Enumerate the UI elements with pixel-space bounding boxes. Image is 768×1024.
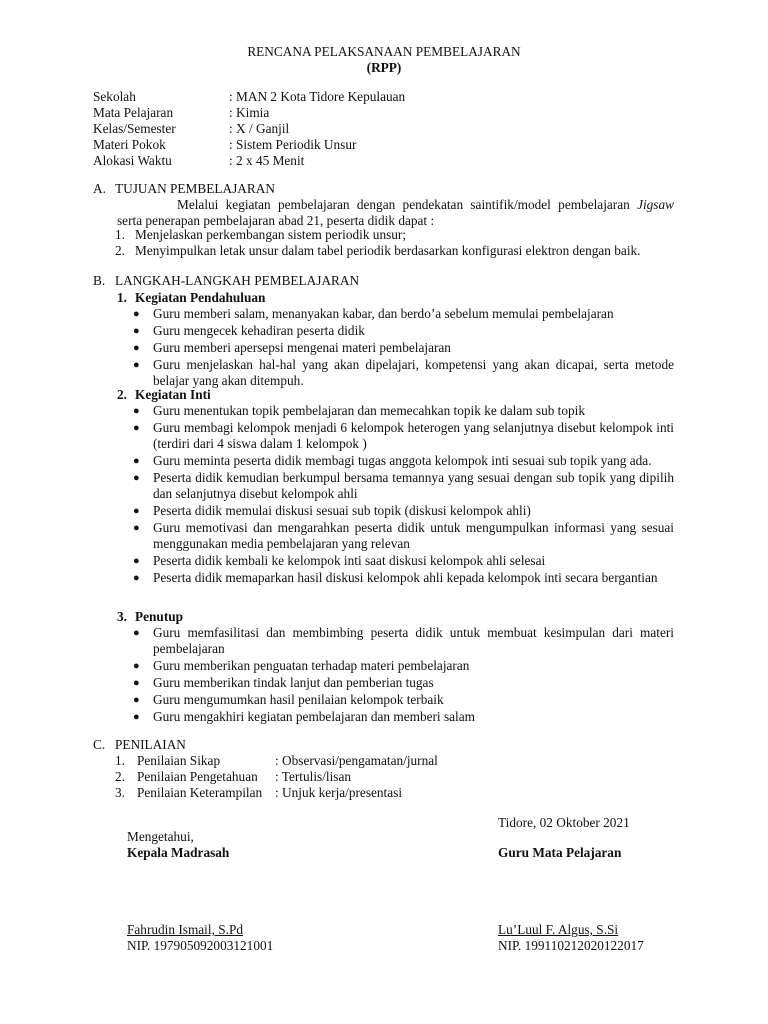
assessment-list [93,753,593,801]
item-text: Guru menentukan topik pembelajaran dan memecahkan topik ke dalam sub topik [153,403,586,418]
part-title: Penutup [135,609,184,624]
item-number: 3. [115,785,125,800]
list-item [133,403,674,419]
bullet-list [133,306,674,390]
list-item [133,570,674,586]
assessment-value: : Unjuk kerja/presentasi [275,785,403,800]
part-title: Kegiatan Pendahuluan [135,290,266,305]
section-a-intro [117,197,674,229]
item-text: Guru memberikan penguatan terhadap materi pembelajaran [153,658,470,673]
section-b-heading [93,273,359,289]
list-item [133,692,674,708]
bullet-icon: ● [133,422,140,434]
intro-text: Melalui kegiatan pembelajaran dengan pendekatan saintifik/model pembelajaran [177,197,638,212]
bullet-icon: ● [133,455,140,467]
list-item [133,709,674,725]
item-number: 1. [115,227,125,242]
item-text: Peserta didik kembali ke kelompok inti saat diskusi kelompok ahli selesai [153,553,546,568]
list-item [93,769,593,785]
item-text: Guru memberikan tindak lanjut dan pemberian tugas [153,675,434,690]
item-text: Guru menjelaskan hal-hal yang akan dipelajari, kompetensi yang akan dicapai, serta metode belajar yang akan ditempuh. [153,357,674,388]
list-item [133,503,674,519]
document-subtitle: (RPP) [366,60,402,75]
item-number: 1. [115,753,125,768]
item-number: 2. [115,243,125,258]
list-item [93,243,693,259]
part-heading [117,609,183,625]
identity-row [93,105,693,121]
item-text: Guru memberi salam, menanyakan kabar, dan berdo’a sebelum memulai pembelajaran [153,306,614,321]
bullet-icon: ● [133,342,140,354]
document-title: RENCANA PELAKSANAAN PEMBELAJARAN [247,44,521,59]
list-item [133,675,674,691]
assessment-label: Penilaian Keterampilan [137,785,263,800]
bullet-icon: ● [133,555,140,567]
principal-role: Kepala Madrasah [127,845,230,860]
item-number: 2. [115,769,125,784]
list-item [133,520,674,552]
teacher-name: Lu’Luul F. Algus, S.Si [498,922,619,937]
identity-block [93,89,693,169]
intro-text-end: serta penerapan pembelajaran abad 21, peserta didik dapat : [117,213,435,228]
identity-row [93,153,693,169]
list-item [93,227,693,243]
list-item [133,553,674,569]
item-text: Guru membagi kelompok menjadi 6 kelompok heterogen yang selanjutnya disebut kelompok inti (terdiri dari 4 siswa dalam 1 kelompok ) [153,420,674,451]
bullet-icon: ● [133,677,140,689]
assessment-value: : Observasi/pengamatan/jurnal [275,753,438,768]
list-item [133,357,674,389]
bullet-icon: ● [133,325,140,337]
bullet-list [133,625,674,726]
item-text: Guru mengakhiri kegiatan pembelajaran dan memberi salam [153,709,475,724]
section-a-heading [93,181,275,197]
section-number: A. [93,181,106,196]
section-c-heading [93,737,186,753]
identity-label: Mata Pelajaran [93,105,174,120]
list-item [133,420,674,452]
section-title: TUJUAN PEMBELAJARAN [115,181,275,196]
assessment-label: Penilaian Sikap [137,753,221,768]
list-item [133,306,674,322]
list-item [133,323,674,339]
part-heading [117,290,265,306]
list-item [93,785,593,801]
principal-nip: NIP. 197905092003121001 [127,938,274,953]
list-item [133,453,674,469]
section-number: B. [93,273,106,288]
item-text: Guru memfasilitasi dan membimbing peserta didik untuk membuat kesimpulan dari materi pembelajaran [153,625,674,656]
item-text: Menjelaskan perkembangan sistem periodik unsur; [135,227,407,242]
section-title: PENILAIAN [115,737,186,752]
identity-value: : 2 x 45 Menit [229,153,305,168]
part-number: 3. [117,609,127,624]
bullet-icon: ● [133,505,140,517]
intro-italic: Jigsaw [637,197,674,212]
list-item [133,625,674,657]
bullet-icon: ● [133,711,140,723]
bullet-icon: ● [133,405,140,417]
identity-value: : Sistem Periodik Unsur [229,137,357,152]
teacher-role: Guru Mata Pelajaran [498,845,622,860]
identity-row [93,89,693,105]
identity-label: Kelas/Semester [93,121,176,136]
identity-label: Materi Pokok [93,137,166,152]
item-text: Peserta didik kemudian berkumpul bersama temannya yang sesuai dengan sub topik yang dipilih dan selanjutnya disebut kelompok ahli [153,470,674,501]
item-text: Guru mengecek kehadiran peserta didik [153,323,365,338]
bullet-icon: ● [133,472,140,484]
identity-label: Sekolah [93,89,136,104]
item-text: Menyimpulkan letak unsur dalam tabel periodik berdasarkan konfigurasi elektron dengan baik. [135,243,641,258]
part-heading [117,387,211,403]
objective-list [93,227,693,259]
assessment-label: Penilaian Pengetahuan [137,769,258,784]
bullet-icon: ● [133,572,140,584]
bullet-icon: ● [133,627,140,639]
teacher-nip: NIP. 199110212020122017 [498,938,644,953]
identity-row [93,137,693,153]
list-item [133,340,674,356]
identity-value: : X / Ganjil [229,121,290,136]
bullet-icon: ● [133,308,140,320]
list-item [133,658,674,674]
list-item [133,470,674,502]
section-title: LANGKAH-LANGKAH PEMBELAJARAN [115,273,360,288]
identity-value: : MAN 2 Kota Tidore Kepulauan [229,89,406,104]
identity-label: Alokasi Waktu [93,153,172,168]
part-number: 2. [117,387,127,402]
bullet-icon: ● [133,694,140,706]
item-text: Peserta didik memulai diskusi sesuai sub topik (diskusi kelompok ahli) [153,503,531,518]
bullet-icon: ● [133,359,140,371]
bullet-icon: ● [133,660,140,672]
bullet-icon: ● [133,522,140,534]
identity-value: : Kimia [229,105,270,120]
part-title: Kegiatan Inti [135,387,211,402]
principal-name: Fahrudin Ismail, S.Pd [127,922,243,937]
part-number: 1. [117,290,127,305]
item-text: Guru memberi apersepsi mengenai materi pembelajaran [153,340,451,355]
place-date: Tidore, 02 Oktober 2021 [498,815,630,830]
item-text: Guru memotivasi dan mengarahkan peserta didik untuk mengumpulkan informasi yang sesuai menggunakan media pembelajaran yang relevan [153,520,674,551]
bullet-list [133,403,674,587]
item-text: Guru meminta peserta didik membagi tugas anggota kelompok inti sesuai sub topik yang ada. [153,453,652,468]
item-text: Guru mengumumkan hasil penilaian kelompok terbaik [153,692,444,707]
acknowledged-label: Mengetahui, [127,829,194,844]
section-number: C. [93,737,106,752]
identity-row [93,121,693,137]
item-text: Peserta didik memaparkan hasil diskusi kelompok ahli kepada kelompok inti secara bergantian [153,570,658,585]
list-item [93,753,593,769]
assessment-value: : Tertulis/lisan [275,769,352,784]
